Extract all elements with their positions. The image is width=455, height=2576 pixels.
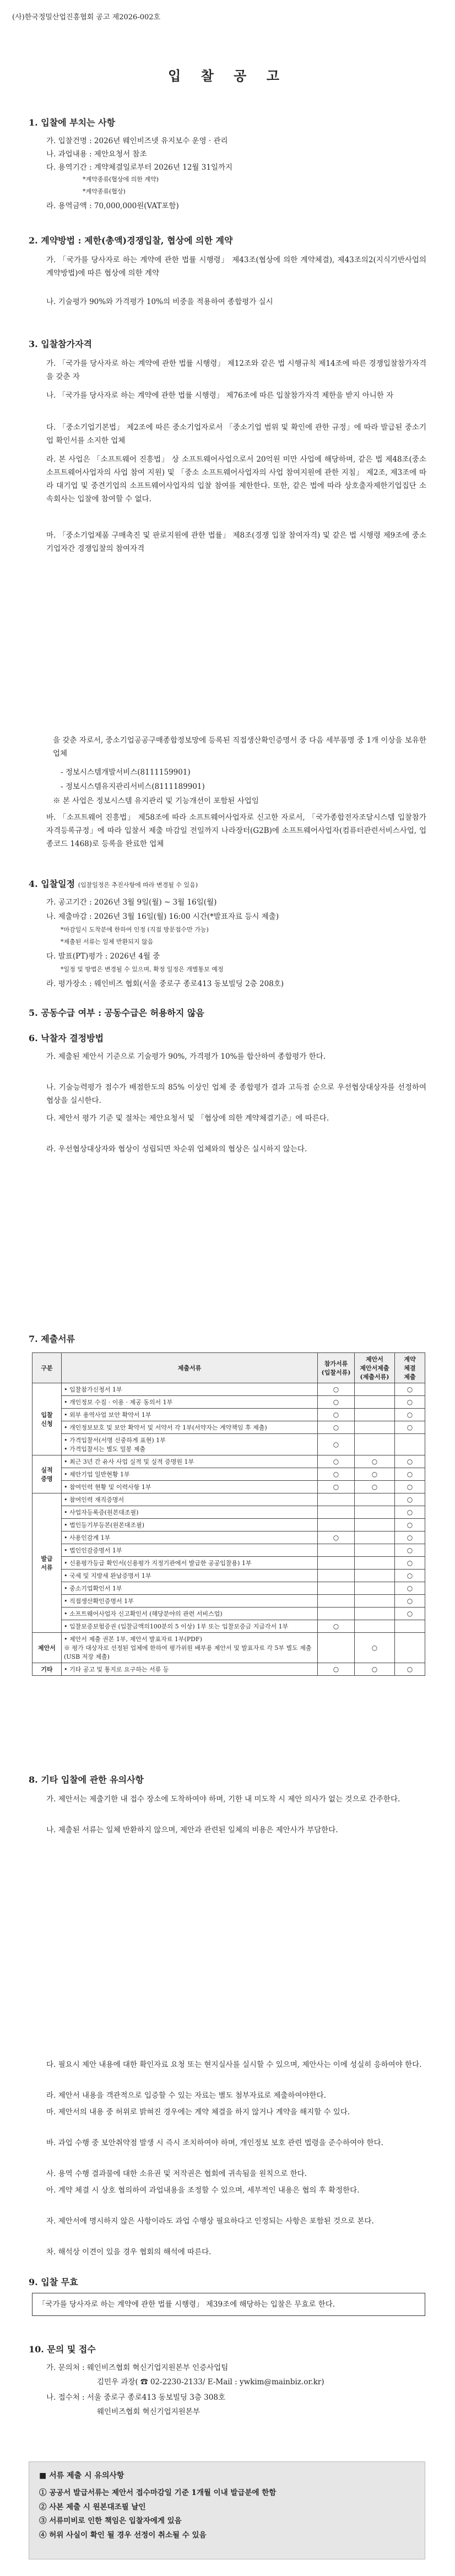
doc-required-mark: ○: [355, 1481, 395, 1493]
doc-required-mark: ○: [355, 1455, 395, 1468]
doc-required-mark: ○: [318, 1620, 355, 1633]
s10-line: 나. 접수처 : 서울 중로구 종로413 동보빌딩 3층 308호: [46, 2393, 225, 2402]
notice-item: ① 공공서 발급서류는 제안서 접수마감일 기준 1개월 이내 발급분에 한함: [39, 2488, 277, 2497]
s1-item: 가. 입찰건명 : 2026년 웨인비즈넷 유지보수 운영 · 관리: [46, 137, 228, 145]
doc-name: • 가격입찰서(서명 신중하게 표현) 1부 • 가격입찰서는 별도 밀봉 제출: [62, 1434, 318, 1455]
doc-required-mark: ○: [318, 1531, 355, 1544]
s3-note: ※ 본 사업은 정보시스템 유지관리 및 기능개선이 포함된 사업임: [53, 797, 259, 805]
doc-category: 실적 증명: [32, 1455, 62, 1493]
table-row: [32, 1608, 425, 1620]
col-header: 구분: [32, 1353, 62, 1383]
doc-name: • 개인정보보호 및 보안 확약서 및 서약서 각 1부(서약자는 계약책임 후 제출): [62, 1421, 318, 1434]
s4-note: *마감일시 도착분에 한하여 인정 (직접 방문접수만 가능): [61, 926, 209, 933]
col-header: 제안서 제안서제출 (제출서류): [355, 1353, 395, 1383]
doc-required-mark: ○: [395, 1481, 425, 1493]
section-4-note: (입찰일정은 추진사항에 따라 변경될 수 있음): [78, 881, 198, 889]
doc-category: 기타: [32, 1663, 62, 1676]
s8-para: 차. 해석상 이견이 있을 경우 협회의 해석에 따른다.: [46, 2248, 212, 2256]
doc-required-mark: [395, 1633, 425, 1663]
table-row: [32, 1595, 425, 1608]
s4-line: 가. 공고기간 : 2026년 3월 9일(월) ~ 3월 16일(월): [46, 898, 217, 907]
doc-name: • 중소기업확인서 1부: [62, 1582, 318, 1595]
s8-para: 라. 제안서 내용을 객관적으로 입증할 수 있는 자료는 별도 첨부자료로 제출하여야한다.: [46, 2091, 326, 2100]
s3-item: - 정보시스템개발서비스(8111159901): [61, 768, 191, 777]
s3-para: 나. 「국가를 당사자로 하는 계약에 관한 법률 시행령」 제76조에 따른 입찰참가자격 제한을 받지 아니한 자: [46, 391, 394, 400]
doc-name: • 입찰보증보험증권 (입찰금액의100분의 5 이상) 1부 또는 입찰보증금 지급각서 1부: [62, 1620, 318, 1633]
s2-para: 가. 「국가를 당사자로 하는 계약에 관한 법률 시행령」 제43조(협상에 의한 계약체결), 제43조의2(지식기반사업의 계약방법)에 따른 협상에 의한 계약: [46, 256, 426, 278]
doc-required-mark: ○: [395, 1468, 425, 1481]
doc-name: • 입찰참가신청서 1부: [62, 1383, 318, 1396]
doc-required-mark: ○: [395, 1383, 425, 1396]
doc-required-mark: [395, 1434, 425, 1455]
s4-line: 라. 평가장소 : 웨인비즈 협회(서울 중로구 종로413 동보빌딩 2층 208호): [46, 979, 284, 988]
doc-required-mark: ○: [318, 1409, 355, 1421]
table-row: [32, 1434, 425, 1455]
section-7-heading: 7. 제출서류: [29, 1334, 75, 1344]
doc-required-mark: ○: [395, 1396, 425, 1409]
section-9-heading: 9. 입찰 무효: [29, 2277, 78, 2287]
s9-para: 「국가를 당사자로 하는 계약에 관한 법률 시행령」 제39조에 해당하는 입찰은 무효로 한다.: [38, 2300, 335, 2309]
doc-required-mark: ○: [395, 1570, 425, 1582]
s1-note: *계약종류(협상에 의한 계약): [83, 176, 159, 183]
doc-required-mark: ○: [395, 1455, 425, 1468]
doc-required-mark: [318, 1519, 355, 1531]
s6-para: 다. 제안서 평가 기준 및 절차는 제안요청서 및 「협상에 의한 계약체결기준」에 따른다.: [46, 1114, 329, 1123]
doc-required-mark: ○: [395, 1519, 425, 1531]
submission-notice-box: [29, 2461, 425, 2559]
doc-required-mark: [355, 1493, 395, 1506]
s8-para: 아. 계약 체결 시 상호 협의하여 과업내용을 조정할 수 있으며, 세부적인 내용은 협의 후 확정한다.: [46, 2186, 360, 2195]
s3-para: 을 갖춘 자로서, 중소기업공공구매종합정보망에 등록된 직접생산확인증명서 중 다음 세부품명 중 1개 이상을 보유한 업체: [53, 736, 426, 759]
doc-required-mark: ○: [318, 1455, 355, 1468]
table-row: [32, 1506, 425, 1519]
s8-para: 마. 제안서의 내용 중 허위로 밝혀진 경우에는 계약 체결을 하지 않거나 계약을 해지할 수 있다.: [46, 2108, 350, 2117]
s4-note: *제출된 서류는 일체 반환되지 않음: [61, 938, 154, 945]
doc-required-mark: [355, 1544, 395, 1557]
doc-required-mark: [318, 1633, 355, 1663]
doc-name: • 외부 용역사업 보안 확약서 1부: [62, 1409, 318, 1421]
s4-line: 다. 발표(PT)평가 : 2026년 4월 중: [46, 952, 160, 961]
notice-heading: ■ 서류 제출 시 유의사항: [39, 2471, 124, 2480]
s3-para: 라. 본 사업은 「소프트웨어 진흥법」 상 소프트웨어사업으로서 20억원 미만 사업에 해당하며, 같은 법 제48조(중소 소프트웨어사업자의 사업 참여 지원) 및 「중소 소프트웨어사업자의 사업 참여지원에 관한 지침」 제2조, 제3조에 따라 대기업 및 중견기업의 소프트웨어사업자의 입찰 참여를 제한한다. 또한, 같은 법에 따라 상호출자제한기업집단 소속회사는 입찰에 참여할 수 없다.: [46, 455, 426, 504]
doc-name: • 최근 3년 간 유사 사업 실적 및 실적 증명원 1부: [62, 1455, 318, 1468]
doc-category: 제안서: [32, 1633, 62, 1663]
doc-required-mark: [318, 1493, 355, 1506]
doc-required-mark: ○: [318, 1481, 355, 1493]
s8-para: 바. 과업 수행 중 보안취약점 발생 시 즉시 조치하여야 하며, 개인정보 보호 관련 법령을 준수하여야 한다.: [46, 2139, 383, 2147]
doc-required-mark: ○: [395, 1582, 425, 1595]
table-row: [32, 1570, 425, 1582]
doc-name: • 법인등기부등본(원본대조필): [62, 1519, 318, 1531]
doc-name: • 신용평가등급 확인서(신용평가 지정기관에서 발급한 공공입찰용) 1부: [62, 1557, 318, 1570]
section-3-heading: 3. 입찰참가자격: [29, 339, 93, 349]
s8-para: 나. 제출된 서류는 일체 반환하지 않으며, 제안과 관련된 일체의 비용은 제안사가 부담한다.: [46, 1826, 338, 1834]
doc-required-mark: [355, 1396, 395, 1409]
doc-required-mark: ○: [395, 1421, 425, 1434]
doc-required-mark: ○: [395, 1663, 425, 1676]
col-header: 참가서류 (입찰서류): [318, 1353, 355, 1383]
doc-required-mark: ○: [395, 1506, 425, 1519]
s8-para: 다. 필요시 제안 내용에 대한 확인자료 요청 또는 현지실사를 실시할 수 있으며, 제안사는 이에 성실히 응하여야 한다.: [46, 2060, 422, 2069]
s1-item: 다. 용역기간 : 계약체결일로부터 2026년 12월 31일까지: [46, 163, 233, 172]
doc-required-mark: [355, 1531, 395, 1544]
documents-table: [32, 1352, 425, 1676]
doc-required-mark: [318, 1506, 355, 1519]
doc-required-mark: ○: [355, 1468, 395, 1481]
section-2-heading: 2. 계약방법 : 제한(총액)경쟁입찰, 협상에 의한 계약: [29, 235, 233, 246]
doc-required-mark: [355, 1608, 395, 1620]
doc-name: • 직접생산확인증명서 1부: [62, 1595, 318, 1608]
doc-required-mark: [318, 1544, 355, 1557]
doc-required-mark: [318, 1608, 355, 1620]
doc-required-mark: ○: [395, 1608, 425, 1620]
doc-required-mark: [355, 1506, 395, 1519]
doc-name: • 참여인력 재직증명서: [62, 1493, 318, 1506]
table-row: [32, 1633, 425, 1663]
s8-para: 사. 용역 수행 결과물에 대한 소유권 및 저작권은 협회에 귀속됨을 원칙으로 한다.: [46, 2169, 307, 2178]
doc-required-mark: ○: [395, 1544, 425, 1557]
table-row: [32, 1663, 425, 1676]
doc-required-mark: [318, 1557, 355, 1570]
s6-para: 라. 우선협상대상자와 협상이 성립되면 차순위 업체와의 협상은 실시하지 않는다.: [46, 1145, 307, 1154]
section-10-heading: 10. 문의 및 접수: [29, 2344, 96, 2355]
doc-name: • 사업자등록증(원본대조필): [62, 1506, 318, 1519]
table-row: [32, 1531, 425, 1544]
table-row: [32, 1468, 425, 1481]
s6-para: 가. 제출된 제안서 기준으로 기술평가 90%, 가격평가 10%를 합산하여 종합평가 한다.: [46, 1052, 326, 1061]
doc-required-mark: [355, 1409, 395, 1421]
doc-required-mark: [355, 1570, 395, 1582]
s1-note2: *계약종류(협상): [83, 188, 126, 195]
doc-name: • 국세 및 지방세 완납증명서 1부: [62, 1570, 318, 1582]
s2-para: 나. 기술평가 90%와 가격평가 10%의 비중을 적용하여 종합평가 실시: [46, 297, 273, 306]
section-8-heading: 8. 기타 입찰에 관한 유의사항: [29, 1774, 144, 1785]
s3-item: - 정보시스템유지관리서비스(8111189901): [61, 782, 205, 791]
table-row: [32, 1396, 425, 1409]
s3-para: 마. 「중소기업제품 구매촉진 및 판로지원에 관한 법률」 제8조(경쟁 입찰 참여자격) 및 같은 법 시행령 제9조에 중소기업자간 경쟁입찰의 참여자격: [46, 531, 426, 554]
s8-para: 가. 제안서는 제출기한 내 접수 장소에 도착하여야 하며, 기한 내 미도착 시 제안 의사가 없는 것으로 간주한다.: [46, 1795, 400, 1804]
doc-name: • 기타 공고 및 통지로 요구하는 서류 등: [62, 1663, 318, 1676]
table-header-row: [32, 1353, 425, 1383]
doc-required-mark: ○: [395, 1493, 425, 1506]
doc-required-mark: [355, 1383, 395, 1396]
section-5-heading: 5. 공동수급 여부 : 공동수급은 허용하지 않음: [29, 1008, 204, 1018]
table-row: [32, 1481, 425, 1493]
table-row: [32, 1421, 425, 1434]
table-row: [32, 1620, 425, 1633]
table-row: [32, 1493, 425, 1506]
doc-category: 입찰 신청: [32, 1383, 62, 1455]
doc-name: • 제안서 제출 권본 1부, 제안서 발표자료 1부(PDF) ※ 평가 대상자로 선정된 업체에 한하여 평가위원 배부용 제안서 및 발표자료 각 5부 별도 제출 (USB 저장 제출): [62, 1633, 318, 1663]
s10-line: 가. 문의처 : 웨인비즈협회 혁신기업지원본부 인증사업팀: [46, 2363, 229, 2372]
doc-required-mark: [355, 1421, 395, 1434]
table-row: [32, 1383, 425, 1396]
s1-item: 나. 과업내용 : 제안요청서 참조: [46, 150, 147, 159]
doc-required-mark: [318, 1582, 355, 1595]
doc-name: • 제안기업 일반현황 1부: [62, 1468, 318, 1481]
doc-required-mark: [355, 1582, 395, 1595]
section-4-heading: [29, 877, 198, 890]
s6-para: 나. 기술능력평가 점수가 배점한도의 85% 이상인 업체 중 종합평가 결과 고득점 순으로 우선협상대상자를 선정하여 협상을 실시한다.: [46, 1083, 426, 1106]
doc-required-mark: ○: [395, 1531, 425, 1544]
doc-required-mark: [395, 1620, 425, 1633]
s3-para: 가. 「국가를 당사자로 하는 계약에 관한 법률 시행령」 제12조와 같은 법 시행규칙 제14조에 따른 경쟁입찰참가자격을 갖춘 자: [46, 359, 426, 382]
s4-note: *일정 및 방법은 변경될 수 있으며, 확정 일정은 개별통보 예정: [61, 966, 224, 973]
doc-name: • 법인인감증명서 1부: [62, 1544, 318, 1557]
table-row: [32, 1409, 425, 1421]
doc-required-mark: [355, 1557, 395, 1570]
doc-name: • 개인정보 수집 · 이용 · 제공 동의서 1부: [62, 1396, 318, 1409]
doc-required-mark: ○: [318, 1468, 355, 1481]
table-row: [32, 1455, 425, 1468]
section-1-heading: 1. 입찰에 부치는 사항: [29, 117, 116, 128]
doc-required-mark: ○: [395, 1409, 425, 1421]
doc-name: • 사용인감계 1부: [62, 1531, 318, 1544]
doc-required-mark: [355, 1620, 395, 1633]
doc-required-mark: ○: [318, 1434, 355, 1455]
doc-required-mark: [355, 1595, 395, 1608]
doc-required-mark: ○: [355, 1633, 395, 1663]
s4-line: 나. 제출마감 : 2026년 3월 16일(월) 16:00 시간(*발표자료 등시 제출): [46, 912, 279, 921]
doc-required-mark: ○: [318, 1396, 355, 1409]
doc-name: • 소프트웨어사업자 신고확인서 (해당분야의 관련 서비스업): [62, 1608, 318, 1620]
page-title: 입 찰 공 고: [168, 68, 287, 84]
s3-para: 다. 「중소기업기본법」 제2조에 따른 중소기업자로서 「중소기업 범위 및 확인에 관한 규정」에 따라 발급된 중소기업 확인서를 소지한 업체: [46, 423, 426, 446]
doc-required-mark: ○: [395, 1595, 425, 1608]
doc-required-mark: [318, 1595, 355, 1608]
doc-required-mark: ○: [355, 1663, 395, 1676]
doc-required-mark: [355, 1519, 395, 1531]
doc-required-mark: [355, 1434, 395, 1455]
table-row: [32, 1582, 425, 1595]
doc-required-mark: ○: [395, 1557, 425, 1570]
notice-item: ③ 서류미비로 인한 책임은 입찰자에게 있음: [39, 2517, 182, 2526]
table-row: [32, 1557, 425, 1570]
notice-item: ④ 허위 사실이 확인 될 경우 선정이 취소될 수 있음: [39, 2530, 207, 2540]
s1-item: 라. 용역금액 : 70,000,000원(VAT포함): [46, 202, 179, 210]
table-row: [32, 1544, 425, 1557]
s8-para: 자. 제안서에 명시하지 않은 사항이라도 과업 수행상 필요하다고 인정되는 사항은 포함된 것으로 본다.: [46, 2217, 374, 2226]
s10-line: 웨인비즈협회 혁신기업지원본부: [97, 2407, 200, 2416]
s10-contact: 김민우 과장( ☎ 02-2230-2133/ E-Mail : ywkim@mainbiz.or.kr): [97, 2378, 324, 2386]
section-4-title: 4. 입찰일정: [29, 879, 75, 889]
invalid-bid-box: [32, 2293, 425, 2316]
col-header: 계약 체결 제출: [395, 1353, 425, 1383]
doc-category: 발급 서류: [32, 1493, 62, 1633]
doc-name: • 참여인력 현황 및 이력사항 1부: [62, 1481, 318, 1493]
table-row: [32, 1519, 425, 1531]
col-header: 제출서류: [62, 1353, 318, 1383]
notice-item: ② 사본 제출 시 원본대조필 날인: [39, 2502, 146, 2512]
notice-number: (사)한국정밀산업진흥협회 공고 제2026-002호: [12, 13, 161, 21]
section-6-heading: 6. 낙찰자 결정방법: [29, 1033, 104, 1043]
doc-required-mark: ○: [318, 1383, 355, 1396]
doc-required-mark: ○: [318, 1663, 355, 1676]
s3-para: 바. 「소프트웨어 진흥법」 제58조에 따라 소프트웨어사업자로 신고한 자로서, 「국가종합전자조달시스템 입찰참가자격등록규정」에 따라 입찰서 제출 마감일 전일까지 나라장터(G2B)에 소프트웨어사업자(컴퓨터관련서비스사업, 업종코드 1468)로 등록을 완료한 업체: [46, 813, 426, 849]
doc-required-mark: [318, 1570, 355, 1582]
doc-required-mark: ○: [318, 1421, 355, 1434]
